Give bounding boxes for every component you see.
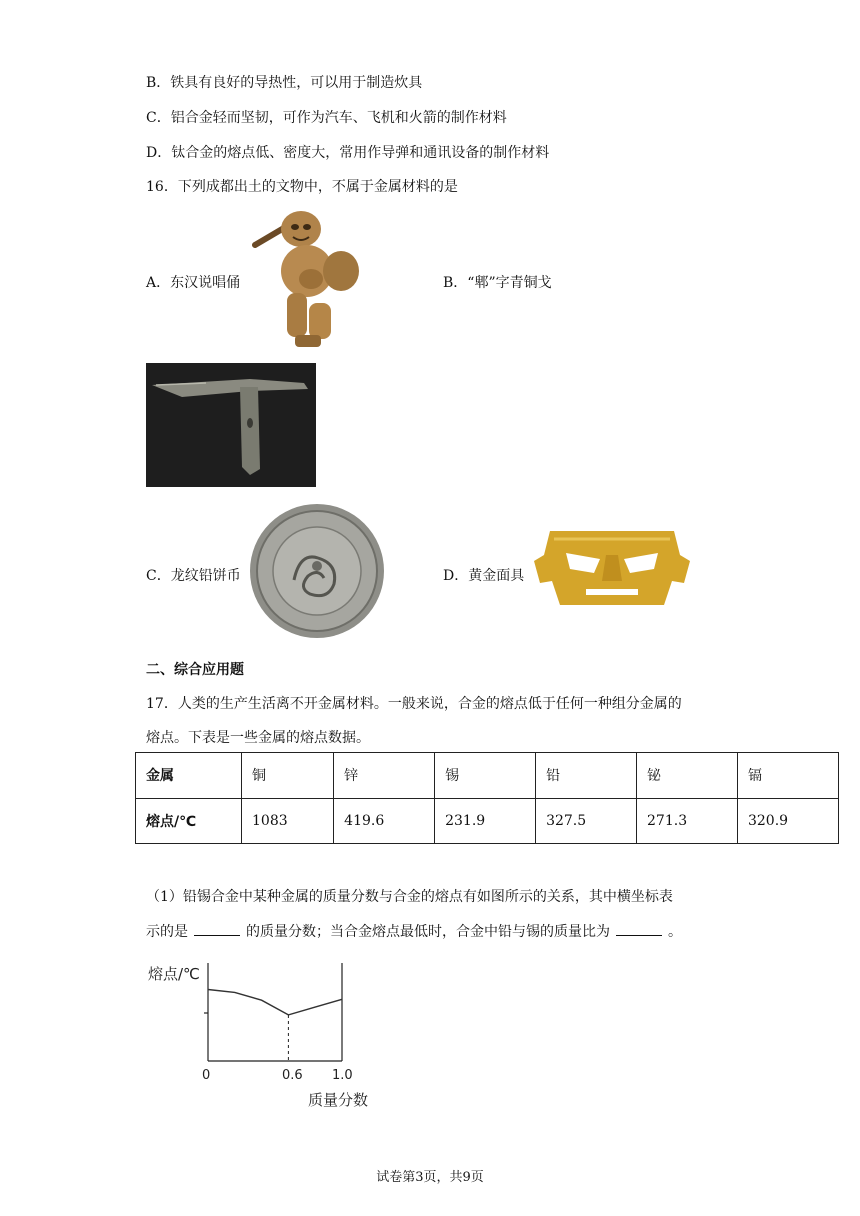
x-axis-label: 质量分数 (308, 1091, 369, 1109)
answer-blank-2[interactable] (616, 923, 662, 936)
table-cell: 419.6 (334, 798, 435, 844)
gold-mask-image (532, 525, 692, 615)
table-cell: 铜 (242, 753, 334, 799)
x-tick-label: 0 (202, 1068, 211, 1083)
series-line (208, 990, 342, 1015)
q16-stem: 16．下列成都出土的文物中，不属于金属材料的是 (146, 179, 458, 195)
table-row-header: 熔点/℃ (136, 798, 242, 844)
section-heading: 二、综合应用题 (146, 662, 244, 678)
table-row (136, 753, 839, 799)
q17-sub1-text-b: 的质量分数；当合金熔点最低时，合金中铅与锡的质量比为 (246, 924, 610, 940)
y-axis-label: 熔点/℃ (148, 965, 200, 983)
table-cell: 铅 (536, 753, 637, 799)
q15-option-d: D．钛合金的熔点低、密度大，常用作导弹和通讯设备的制作材料 (146, 145, 550, 161)
table-cell: 320.9 (737, 798, 838, 844)
q16-option-b: B．“郫”字青铜戈 (443, 275, 552, 291)
table-cell: 锡 (435, 753, 536, 799)
page-footer: 试卷第3页，共9页 (376, 1170, 484, 1185)
table-cell: 锌 (334, 753, 435, 799)
q16-option-d: D．黄金面具 (443, 568, 525, 584)
table-cell: 铋 (637, 753, 738, 799)
melting-point-table (135, 752, 839, 844)
q17-sub1-text-a: 示的是 (146, 924, 188, 940)
answer-blank-1[interactable] (194, 923, 240, 936)
q15-option-c: C．铝合金轻而坚韧，可作为汽车、飞机和火箭的制作材料 (146, 110, 507, 126)
q16-option-a: A．东汉说唱俑 (146, 275, 241, 291)
table-cell: 231.9 (435, 798, 536, 844)
q17-sub1-text-c: 。 (668, 924, 682, 940)
q16-option-c: C．龙纹铅饼币 (146, 568, 241, 584)
bronze-dagger-axe-image (146, 363, 316, 487)
storyteller-figurine-image (249, 207, 365, 351)
melting-point-chart (140, 955, 400, 1115)
q17-sub1-line1: （1）铅锡合金中某种金属的质量分数与合金的熔点有如图所示的关系，其中横坐标表 (146, 889, 673, 905)
q17-sub1-line2 (146, 921, 682, 941)
q17-stem-line1: 17．人类的生产生活离不开金属材料。一般来说，合金的熔点低于任何一种组分金属的 (146, 696, 682, 712)
table-row (136, 798, 839, 844)
q17-stem-line2: 熔点。下表是一些金属的熔点数据。 (146, 730, 370, 746)
table-cell: 271.3 (637, 798, 738, 844)
x-tick-label: 0.6 (282, 1068, 303, 1083)
q15-option-b: B．铁具有良好的导热性，可以用于制造炊具 (146, 75, 423, 91)
table-cell: 镉 (737, 753, 838, 799)
table-cell: 327.5 (536, 798, 637, 844)
table-cell: 1083 (242, 798, 334, 844)
dragon-silver-coin-image (248, 502, 386, 640)
x-tick-label: 1.0 (332, 1068, 353, 1083)
table-row-header: 金属 (136, 753, 242, 799)
